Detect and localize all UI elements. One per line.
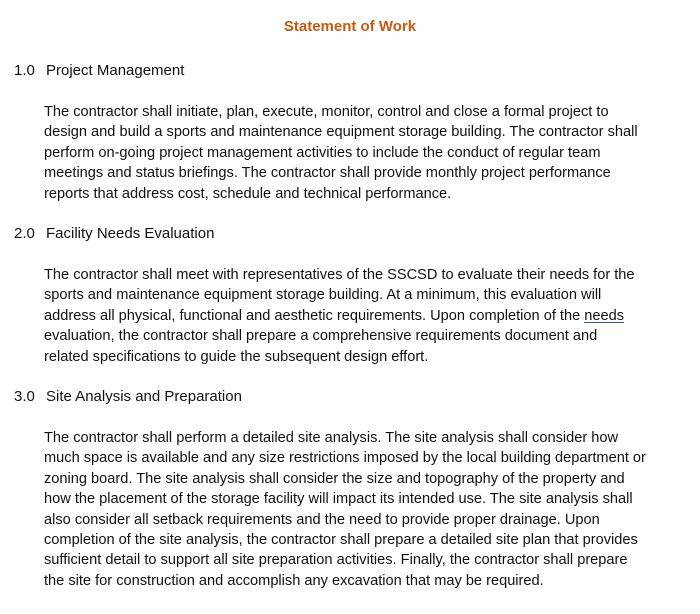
section-paragraph-facility-needs-evaluation <box>44 265 684 367</box>
paragraph-line: zoning board. The site analysis shall consider the size and topography of the property and <box>44 470 625 487</box>
paragraph-line: sports and maintenance equipment storage building. At a minimum, this evaluation will <box>44 287 602 304</box>
section-heading-project-management <box>14 61 184 81</box>
section-title: Site Analysis and Preparation <box>46 388 242 405</box>
paragraph-line: also consider all setback requirements and the need to provide proper drainage. Upon <box>44 511 600 528</box>
paragraph-line: evaluation, the contractor shall prepare a comprehensive requirements document and <box>44 328 598 345</box>
paragraph-line: The contractor shall meet with representatives of the SSCSD to evaluate their needs for the <box>44 267 635 283</box>
paragraph-line: design and build a sports and maintenance equipment storage building. The contractor shall <box>44 124 638 141</box>
paragraph-line: how the placement of the storage facility will impact its intended use. The site analysis shall <box>44 491 633 508</box>
section-paragraph-site-analysis <box>44 428 684 591</box>
document-title: Statement of Work <box>283 18 417 35</box>
paragraph-line: related specifications to guide the subsequent design effort. <box>44 348 429 365</box>
paragraph-line: sufficient detail to support all site preparation activities. Finally, the contractor shall prepare <box>44 552 628 569</box>
paragraph-line: completion of the site analysis, the contractor shall prepare a detailed site plan that provides <box>44 532 638 549</box>
section-number: 1.0 <box>14 62 35 79</box>
paragraph-line: much space is available and any size restrictions imposed by the local building department or <box>44 450 646 467</box>
section-paragraph-project-management <box>44 102 684 204</box>
section-title: Facility Needs Evaluation <box>46 225 215 242</box>
paragraph-line: meetings and status briefings. The contractor shall provide monthly project performance <box>44 165 611 182</box>
spellcheck-flagged-word[interactable]: needs <box>584 307 625 324</box>
paragraph-line: the site for construction and accomplish any excavation that may be required. <box>44 572 544 589</box>
section-number: 3.0 <box>14 388 35 405</box>
paragraph-line: The contractor shall initiate, plan, execute, monitor, control and close a formal project to <box>44 104 609 120</box>
section-heading-site-analysis <box>14 387 242 407</box>
line-text: address all physical, functional and aesthetic requirements. Upon completion of the <box>44 307 585 324</box>
section-heading-facility-needs-evaluation <box>14 224 214 244</box>
paragraph-line: reports that address cost, schedule and technical performance. <box>44 185 452 202</box>
section-title: Project Management <box>46 62 185 79</box>
section-number: 2.0 <box>14 225 35 242</box>
paragraph-line <box>44 306 684 326</box>
paragraph-line: The contractor shall perform a detailed site analysis. The site analysis shall consider how <box>44 430 619 446</box>
paragraph-line: perform on-going project management activities to include the conduct of regular team <box>44 144 601 161</box>
